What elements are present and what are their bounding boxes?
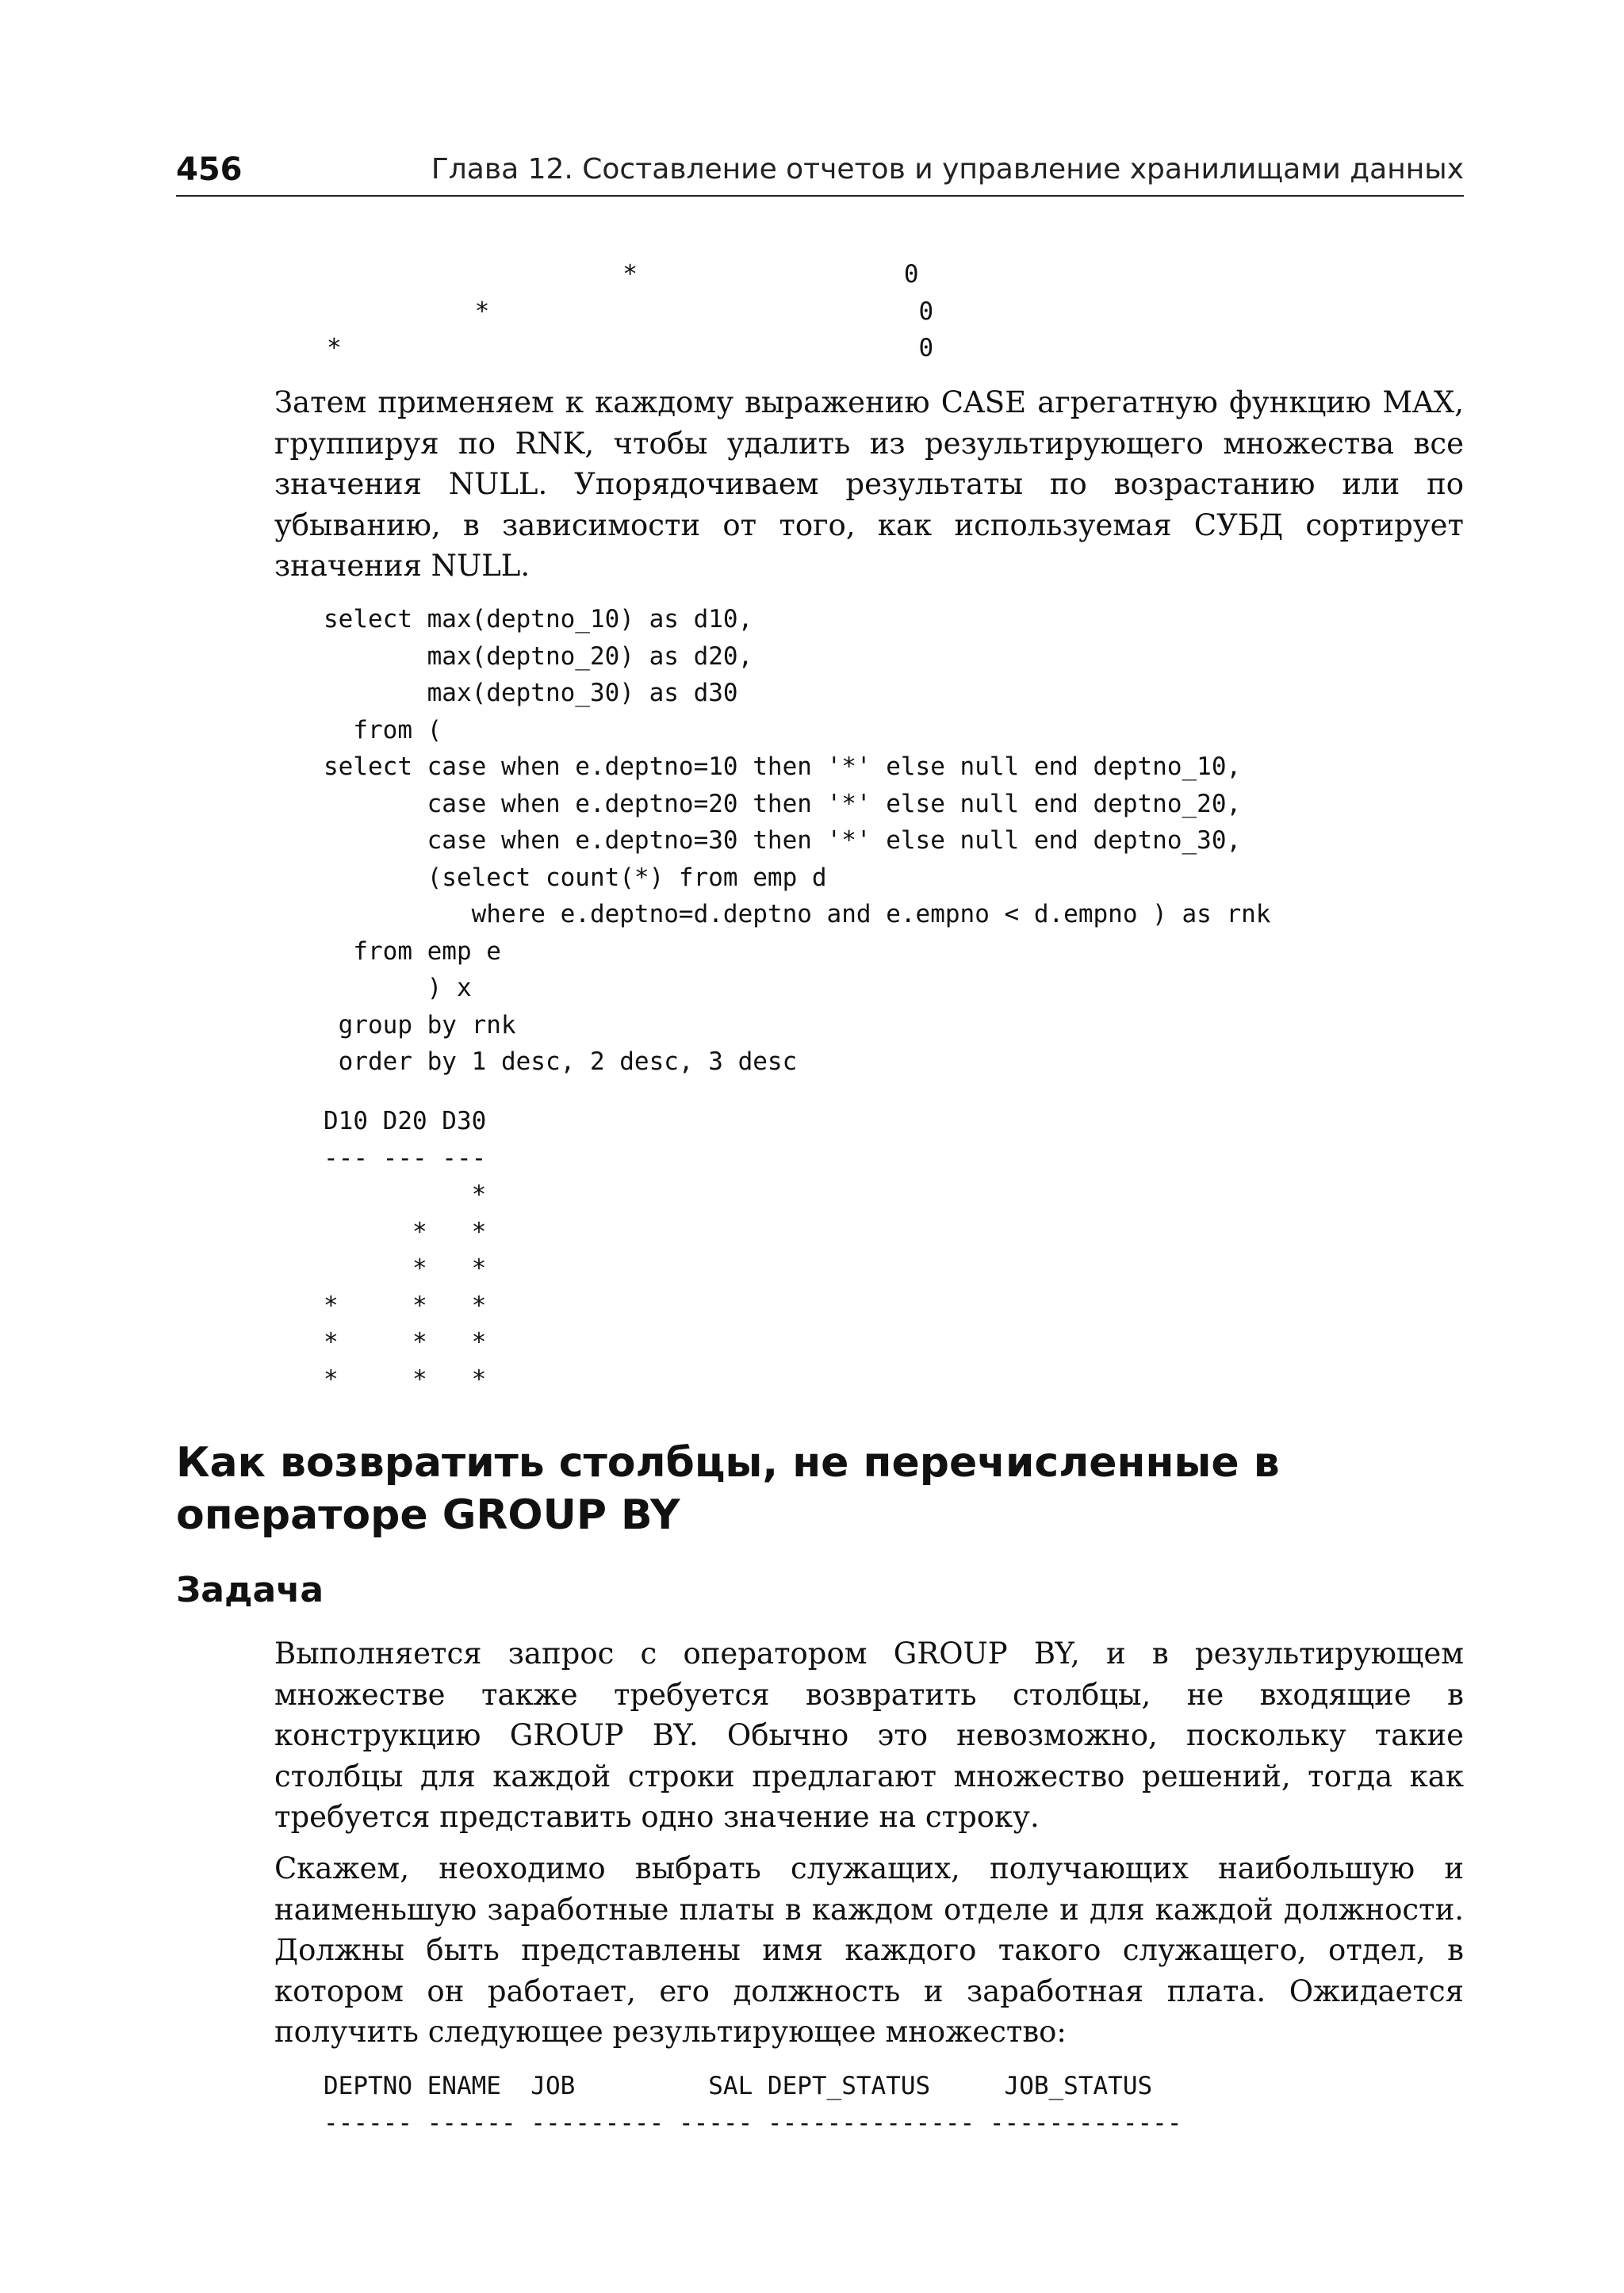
code-line: select case when e.deptno=10 then '*' else null end deptno_10, <box>324 752 1242 781</box>
result-row: * * * <box>324 1365 487 1394</box>
result-row: * * <box>324 1217 487 1246</box>
paragraph-case-max: Затем применяем к каждому выражению CASE агрегатную функцию MAX, группируя по RNK, чтобы удалить из результирующего множества все значения NULL. Упорядочиваем результаты по возрастанию или по убыванию, в зависимости от того, как используемая СУБД сортирует значения NULL. <box>274 385 1464 583</box>
result-header: D10 D20 D30 <box>324 1107 487 1135</box>
sql-query-block <box>324 601 1270 1081</box>
code-line: ) x <box>324 974 472 1002</box>
result-header: DEPTNO ENAME JOB SAL DEPT_STATUS JOB_STATUS <box>324 2072 1153 2100</box>
paragraph-task: Выполняется запрос с оператором GROUP BY, и в результирующем множестве также требуется возвратить столбцы, не входящие в конструкцию GROUP BY. Обычно это невозможно, поскольку такие столбцы для каждой строки предлагают множество решений, тогда как требуется представить одно значение на строку. <box>274 1636 1464 1834</box>
code-line: where e.deptno=d.deptno and e.empno < d.empno ) as rnk <box>324 900 1271 928</box>
result-row: * * * <box>324 1291 487 1320</box>
chapter-title: Глава 12. Составление отчетов и управление хранилищами данных <box>431 153 1464 186</box>
code-line: * 0 <box>327 297 934 326</box>
section-title: Как возвратить столбцы, не перечисленные в операторе GROUP BY <box>176 1439 1280 1539</box>
code-line: group by rnk <box>324 1010 516 1039</box>
page-header <box>176 149 1464 197</box>
code-line: from emp e <box>324 936 501 966</box>
result-row: * * <box>324 1254 487 1283</box>
result-separator: ------ ------ --------- ----- -------------- ------------- <box>324 2108 1182 2138</box>
top-result-block <box>327 256 933 367</box>
result-separator: --- --- --- <box>324 1143 487 1173</box>
paragraph-example: Скажем, неоходимо выбрать служащих, получающих наибольшую и наименьшую заработные платы в каждом отделе и для каждой должности. Должны быть представлены имя каждого такого служащего, отдел, в котором он работает, его должность и заработная плата. Ожидается получить следующее результирующее множество: <box>274 1851 1464 2049</box>
code-line: case when e.deptno=30 then '*' else null end deptno_30, <box>324 826 1242 855</box>
page-number: 456 <box>176 151 243 188</box>
expected-result-block <box>324 2068 1182 2142</box>
code-line: order by 1 desc, 2 desc, 3 desc <box>324 1047 798 1076</box>
code-line: max(deptno_30) as d30 <box>324 679 738 707</box>
subsection-title: Задача <box>176 1570 324 1610</box>
code-line: * 0 <box>327 334 934 362</box>
code-line: * 0 <box>327 260 919 289</box>
code-line: select max(deptno_10) as d10, <box>324 605 753 634</box>
result-row: * * * <box>324 1328 487 1357</box>
result-row: * <box>324 1181 487 1209</box>
code-line: (select count(*) from emp d <box>324 863 827 892</box>
code-line: from ( <box>324 715 442 745</box>
code-line: case when e.deptno=20 then '*' else null end deptno_20, <box>324 789 1242 818</box>
query-result-block <box>324 1103 486 1398</box>
code-line: max(deptno_20) as d20, <box>324 641 753 671</box>
